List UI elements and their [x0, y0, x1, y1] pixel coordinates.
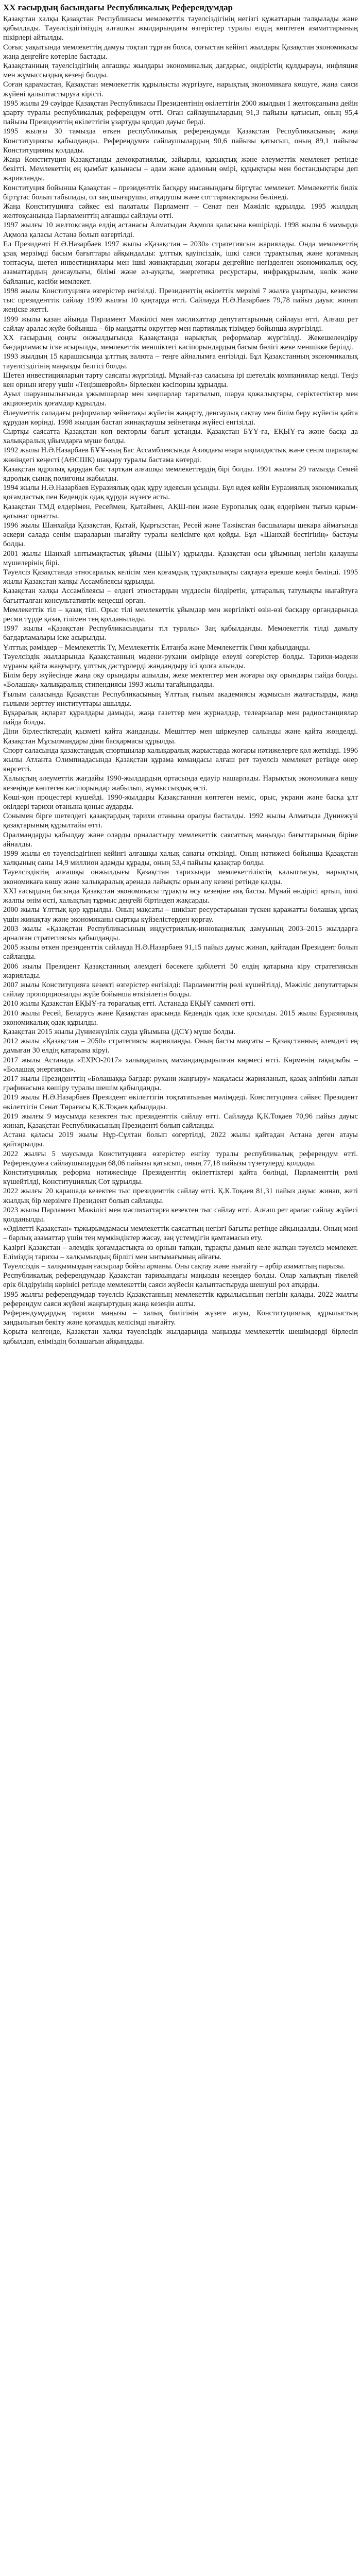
article-paragraph: Қазақстан ядролық қарудан бас тартқан алғашқы мемлекеттердің бірі болды. 1991 жылғы 29 тамызда Семей ядролық сынақ полигоны жабылды. [3, 465, 358, 483]
article-paragraph: 1997 жылғы 10 желтоқсанда елдің астанасы Алматыдан Ақмола қаласына көшірілді. 1998 жылы 6 мамырда Ақмола қаласы Астана болып өзгертілді. [3, 221, 358, 239]
article-paragraph: Жаңа Конституцияға сәйкес екі палаталы Парламент – Сенат пен Мәжіліс құрылды. 1995 жылдың желтоқсанында Парламенттің алғашқы сайлауы өтті. [3, 202, 358, 221]
article-paragraph: 1997 жылы «Қазақстан Республикасындағы тіл туралы» Заң қабылданды. Мемлекеттік тілді дамыту бағдарламалары іске асырылды. [3, 624, 358, 642]
article-paragraph: 1993 жылдың 15 қарашасында ұлттық валюта – теңге айналымға енгізілді. Бұл Қазақстанның экономикалық тәуелсіздігінің маңызды белгісі болды. [3, 352, 358, 370]
article-paragraph: 2022 жылғы 5 маусымда Конституцияға өзгерістер енгізу туралы республикалық референдум өтті. Референдумға сайлаушылардың 68,06 пайызы қатысып, оның 77,18 пайызы түзетулерді қолдады. [3, 1149, 358, 1167]
article-paragraph: Білім беру жүйесінде жаңа оқу орындары ашылды, жеке мектептер мен жоғары оқу орындары пайда болды. «Болашақ» халықаралық стипендиясы 1993 жылы тағайындалды. [3, 671, 358, 689]
article-paragraph: 2010 жылы Ресей, Беларусь және Қазақстан арасында Кедендік одақ іске қосылды. 2015 жылы Еуразиялық экономикалық одақ құрылды. [3, 1009, 358, 1027]
article-paragraph: 2000 жылы Ұлттық қор құрылды. Оның мақсаты – шикізат ресурстарынан түскен қаражатты болашақ ұрпақ үшін жинақтау және экономиканы сыртқы күйзелістерден қорғау. [3, 906, 358, 924]
article-paragraph: Шетел инвестицияларын тарту саясаты жүргізілді. Мұнай-газ саласына ірі шетелдік компаниялар келді. Теңіз кен орнын игеру үшін «Теңізшевройл» бірлескен кәсіпорны құрылды. [3, 371, 358, 389]
article-paragraph: Оралмандарды қабылдау және оларды орналастыру мемлекеттік саясаттың маңызды бағыттарының біріне айналды. [3, 831, 358, 849]
article-paragraph: 1995 жылы 29 сәуірде Қазақстан Республикасы Президентінің өкілеттігін 2000 жылдың 1 желтоқсанына дейін ұзарту туралы республикалық референдум өтті. Оған сайлаушылардың 91,3 пайызы қатысып, оның 95,4 пайызы Президенттің өкілеттігін ұзартуды қолдап дауыс берді. [3, 99, 358, 127]
article-paragraph: Соған қарамастан, Қазақстан мемлекеттік құрылысты жүргізуге, нарықтық экономикаға көшуге, жаңа саяси жүйені қалыптастыруға кірісті. [3, 80, 358, 98]
article-paragraph: Астана қаласы 2019 жылы Нұр-Сұлтан болып өзгертілді, 2022 жылы қайтадан Астана деген атауы қайтарылды. [3, 1131, 358, 1149]
article-paragraph: Сыртқы саясатта Қазақстан көп векторлы бағыт ұстанды. Қазақстан БҰҰ-ға, ЕҚЫҰ-ға және басқа да халықаралық ұйымдарға мүше болды. [3, 427, 358, 446]
article-paragraph: 2001 жылы Шанхай ынтымақтастық ұйымы (ШЫҰ) құрылды. Қазақстан осы ұйымның негізін қалаушы мүшелерінің бірі. [3, 549, 358, 567]
article-paragraph: 2005 жылы өткен президенттік сайлауда Н.Ә.Назарбаев 91,15 пайыз дауыс жинап, қайтадан Президент болып сайланды. [3, 943, 358, 961]
article-paragraph: Мемлекеттік тіл – қазақ тілі. Орыс тілі мемлекеттік ұйымдар мен жергілікті өзін-өзі басқару органдарында ресми түрде қазақ тілімен тең қолданылады. [3, 605, 358, 623]
article-paragraph: Қазақстанның тәуелсіздігінің алғашқы жылдары экономикалық дағдарыс, өндірістің құлдырауы, инфляция мен жұмыссыздық кезеңі болды. [3, 62, 358, 80]
article-paragraph: Соғыс уақытында мемлекеттің дамуы тоқтап тұрған болса, соғыстан кейінгі жылдары Қазақстан экономикасы жаңа деңгейге көтеріле бастады. [3, 43, 358, 61]
article-paragraph: 1999 жылы қазан айында Парламент Мәжілісі мен мәслихаттар депутаттарының сайлауы өтті. Алғаш рет сайлау аралас жүйе бойынша – бір мандатты округтер мен партиялық тізімдер бойынша жүргізілді. [3, 315, 358, 333]
article-paragraph: Жаңа Конституция Қазақстанды демократиялық, зайырлы, құқықтық және әлеуметтік мемлекет ретінде бекітті. Мемлекеттің ең қымбат қазынасы – адам және адамның өмірі, құқықтары мен бостандықтары деп жарияланды. [3, 156, 358, 183]
article-paragraph: Ел Президенті Н.Ә.Назарбаев 1997 жылы «Қазақстан – 2030» стратегиясын жариялады. Онда мемлекеттің ұзақ мерзімді басым бағыттары айқындалды: ұлттық қауіпсіздік, ішкі саяси тұрақтылық және қоғамның топтасуы, шетел инвестициялары мен ішкі жинақтардың жоғары деңгейіне негізделген экономикалық өсу, азаматтардың денсаулығы, білімі және әл-ауқаты, энергетика ресурстары, инфрақұрылым, көлік және байланыс, кәсіби мемлекет. [3, 240, 358, 286]
article-paragraph: Тәуелсіздіктің алғашқы онжылдығы Қазақстан тарихында мемлекеттіліктің қалыптасуы, нарықтық экономикаға көшу және халықаралық аренада лайықты орын алу кезеңі ретінде қалды. [3, 868, 358, 886]
article-paragraph: 1994 жылы Н.Ә.Назарбаев Еуразиялық одақ құру идеясын ұсынды. Бұл идея кейін Еуразиялық экономикалық қоғамдастық пен Кедендік одақ құруда жүзеге асты. [3, 484, 358, 502]
article-paragraph: Діни бірлестіктердің қызметі қайта жанданды. Мешіттер мен шіркеулер салынды және қайта жөнделді. Қазақстан Мұсылмандары діни басқармасы құрылды. [3, 727, 358, 745]
article-paragraph: 2023 жылы Парламент Мәжілісі мен мәслихаттарға кезектен тыс сайлау өтті. Алғаш рет аралас сайлау жүйесі қолданылды. [3, 1206, 358, 1224]
article-paragraph: 2022 жылғы 20 қарашада кезектен тыс президенттік сайлау өтті. Қ.К.Тоқаев 81,31 пайыз дауыс жинап, жеті жылдық бір мерзімге Президент болып сайланды. [3, 1187, 358, 1205]
article-paragraph: 1998 жылы Конституцияға өзгерістер енгізілді. Президенттің өкілеттік мерзімі 7 жылға ұзартылды, кезектен тыс президенттік сайлау 1999 жылғы 10 қаңтарда өтті. Сайлауда Н.Ә.Назарбаев 79,78 пайыз дауыс жинап жеңіске жетті. [3, 286, 358, 314]
article-paragraph: 2007 жылы Конституцияға кезекті өзгерістер енгізілді: Парламенттің рөлі күшейтілді, Мәжіліс депутаттарын сайлау пропорционалды жүйе бойынша өткізілетін болды. [3, 980, 358, 999]
article-paragraph: Бұқаралық ақпарат құралдары дамыды, жаңа газеттер мен журналдар, телеарналар мен радиостанциялар пайда болды. [3, 709, 358, 727]
article-paragraph: 2017 жылы Астанада «EXPO-2017» халықаралық мамандандырылған көрмесі өтті. Көрменің тақырыбы – «Болашақ энергиясы». [3, 1056, 358, 1074]
article-paragraph: 2019 жылы Н.Ә.Назарбаев Президент өкілеттігін тоқтататынын мәлімдеді. Конституцияға сәйкес Президент өкілеттігін Сенат Төрағасы Қ.К.Тоқаев қабылдады. [3, 1093, 358, 1111]
article-paragraph: Ғылым саласында Қазақстан Республикасының Ұлттық ғылым академиясы жұмысын жалғастырды, жаңа ғылыми-зерттеу институттары ашылды. [3, 690, 358, 708]
article-paragraph: «Әділетті Қазақстан» тұжырымдамасы мемлекеттік саясаттың негізгі бағыты ретінде айқындалды. Оның мәні – барлық азаматтар үшін тең мүмкіндіктер жасау, заң үстемдігін қамтамасыз ету. [3, 1225, 358, 1243]
article-title: ХХ ғасырдың басындағы Республикалық Референдумдар [3, 3, 233, 12]
article-paragraph: 1992 жылы Н.Ә.Назарбаев БҰҰ-ның Бас Ассамблеясында Азиядағы өзара ықпалдастық және сенім шаралары жөніндегі кеңесті (АӨСШК) шақыру туралы бастама көтерді. [3, 446, 358, 464]
article-paragraph: Қазақстан халқы Қазақстан Республикасы мемлекеттік тәуелсіздігінің негізгі құжаттарын талқылады және қабылдады. Тәуелсіздігіміздің алғашқы жылдарындағы өзгерістер туралы елдің көптеген азаматтарының пікірлері айтылды. [3, 15, 358, 42]
article-paragraph: Конституция бойынша Қазақстан – президенттік басқару нысанындағы біртұтас мемлекет. Мемлекеттік билік біртұтас болып табылады, ол заң шығарушы, атқарушы және сот тармақтарына бөлінеді. [3, 183, 358, 201]
article-paragraph: Ұлттық рәміздер – Мемлекеттік Ту, Мемлекеттік Елтаңба және Мемлекеттік Гимн қабылданды. [3, 643, 310, 652]
article-paragraph: Қазақстан 2015 жылы Дүниежүзілік сауда ұйымына (ДСҰ) мүше болды. [3, 1027, 235, 1036]
article-paragraph: 2010 жылы Қазақстан ЕҚЫҰ-ға төрағалық етті. Астанада ЕҚЫҰ саммиті өтті. [3, 999, 255, 1008]
article-paragraph: Қорыта келгенде, Қазақстан халқы тәуелсіздік жылдарында маңызды мемлекеттік шешімдерді бірлесіп қабылдап, еліміздің болашағын айқындады. [3, 1328, 358, 1346]
article-paragraph: 1995 жылғы референдумдар тәуелсіз Қазақстанның мемлекеттік құрылысының негізін қалады. 2022 жылғы референдум саяси жүйені жаңғыртудың жаңа кезеңін ашты. [3, 1290, 358, 1308]
article-paragraph: Көші-қон процестері күшейді. 1990-жылдары Қазақстаннан көптеген неміс, орыс, украин және басқа ұлт өкілдері тарихи отанына қоныс аударды. [3, 793, 358, 811]
article-paragraph: 1996 жылы Шанхайда Қазақстан, Қытай, Қырғызстан, Ресей және Тәжікстан басшылары шекара аймағында әскери салада сенім шараларын нығайту туралы келісімге қол қойды. Бұл «Шанхай бестігінің» бастауы болды. [3, 521, 358, 549]
article-paragraph: Референдумдардың тарихи маңызы – халық билігінің жүзеге асуы, Конституциялық құрылыстың заңдылығын бекіту және қоғамдық келісімді нығайту. [3, 1309, 358, 1327]
article-body [3, 14, 358, 1346]
article-paragraph: 1995 жылғы 30 тамызда өткен республикалық референдумда Қазақстан Республикасының жаңа Конституциясы қабылданды. Референдумға сайлаушылардың 90,6 пайызы қатысып, оның 89,1 пайызы Конституцияны қолдады. [3, 127, 358, 155]
article-paragraph: 2019 жылғы 9 маусымда кезектен тыс президенттік сайлау өтті. Сайлауда Қ.К.Тоқаев 70,96 пайыз дауыс жинап, Қазақстан Республикасының Президенті болып сайланды. [3, 1112, 358, 1130]
article-paragraph: Сонымен бірге шетелдегі қазақтардың тарихи отанына оралуы басталды. 1992 жылы Алматыда Дүниежүзі қазақтарының құрылтайы өтті. [3, 812, 358, 830]
article-paragraph: Спорт саласында қазақстандық спортшылар халықаралық жарыстарда жоғары нәтижелерге қол жеткізді. 1996 жылы Атланта Олимпиадасында Қазақстан құрама командасы алғаш рет тәуелсіз мемлекет ретінде өнер көрсетті. [3, 746, 358, 774]
article-paragraph: Тәуелсіздік – халқымыздың ғасырлар бойғы арманы. Оны сақтау және нығайту – әрбір азаматтың парызы. [3, 1262, 345, 1271]
article-paragraph: Тәуелсіз Қазақстанда этносаралық келісім мен қоғамдық тұрақтылықты сақтауға ерекше көңіл бөлінді. 1995 жылы Қазақстан халқы Ассамблеясы құрылды. [3, 568, 358, 586]
article-paragraph: 2012 жылы «Қазақстан – 2050» стратегиясы жарияланды. Оның басты мақсаты – Қазақстанның әлемдегі ең дамыған 30 елдің қатарына кіруі. [3, 1037, 358, 1055]
article-paragraph: 2006 жылы Президент Қазақстанның әлемдегі бәсекеге қабілетті 50 елдің қатарына кіру стратегиясын жариялады. [3, 962, 358, 980]
article-paragraph: ХХІ ғасырдың басында Қазақстан экономикасы тұрақты өсу кезеңіне аяқ басты. Мұнай өндірісі артып, ішкі жалпы өнім өсті, халықтың тұрмыс деңгейі біртіндеп жақсарды. [3, 887, 358, 905]
article-paragraph: Конституциялық реформа нәтижесінде Президенттің өкілеттіктері қайта бөлінді, Парламенттің рөлі күшейтілді, Конституциялық Сот құрылды. [3, 1168, 358, 1187]
article-paragraph: 2017 жылы Президенттің «Болашаққа бағдар: рухани жаңғыру» мақаласы жарияланып, қазақ әліпбиін латын графикасына көшіру туралы шешім қабылданды. [3, 1074, 358, 1093]
article-paragraph: Ауыл шаруашылығында ұжымшарлар мен кеңшарлар таратылып, шаруа қожалықтары, серіктестіктер мен акционерлік қоғамдар құрылды. [3, 390, 358, 408]
article-paragraph: 2003 жылы «Қазақстан Республикасының индустриялық-инновациялық дамуының 2003–2015 жылдарға арналған стратегиясы» қабылданды. [3, 924, 358, 942]
article-paragraph: Халықтың әлеуметтік жағдайы 1990-жылдардың ортасында едәуір нашарлады. Нарықтық экономикаға көшу кезеңінде көптеген кәсіпорындар жабылып, жұмыссыздық өсті. [3, 774, 358, 792]
article-paragraph: Республикалық референдумдар Қазақстан тарихындағы маңызды кезеңдер болды. Олар халықтың тікелей ерік білдіруінің көрінісі ретінде мемлекеттің саяси жүйесін қалыптастыруда шешуші рөл атқарды. [3, 1272, 358, 1290]
article-paragraph: Әлеуметтік саладағы реформалар зейнетақы жүйесін жаңарту, денсаулық сақтау мен білім беру жүйесін қайта құрудан көрінді. 1998 жылдан бастап жинақтаушы зейнетақы жүйесі енгізілді. [3, 409, 358, 427]
article-paragraph: 1999 жылы ел тәуелсіздігінен кейінгі алғашқы халық санағы өткізілді. Оның нәтижесі бойынша Қазақстан халқының саны 14,9 миллион адамды құрады, оның 53,4 пайызы қазақтар болды. [3, 850, 358, 868]
article-paragraph: Тәуелсіздік жылдарында Қазақстанның мәдени-рухани өмірінде елеулі өзгерістер болды. Тарихи-мәдени мұраны қайта жаңғырту, ұлттық дәстүрлерді жандандыру ісі қолға алынды. [3, 652, 358, 671]
article-paragraph: Қазақстан ТМД елдерімен, Ресеймен, Қытаймен, АҚШ-пен және Еуропалық одақ елдерімен тығыз қарым-қатынас орнатты. [3, 502, 358, 520]
article-paragraph: Қазақстан халқы Ассамблеясы – елдегі этностардың мүддесін білдіретін, ұлтаралық татулықты нығайтуға бағытталған консультативтік-кеңесші орган. [3, 587, 358, 605]
article-paragraph: ХХ ғасырдың соңғы онжылдығында Қазақстанда нарықтық реформалар жүргізілді. Жекешелендіру бағдарламасы іске асырылды, мемлекеттік меншіктегі кәсіпорындардың басым бөлігі жеке меншікке берілді. [3, 333, 358, 352]
article-paragraph: Қазіргі Қазақстан – әлемдік қоғамдастықта өз орнын тапқан, тұрақты дамып келе жатқан тәуелсіз мемлекет. Еліміздің тарихы – халқымыздың бірлігі мен ынтымағының айғағы. [3, 1243, 358, 1261]
